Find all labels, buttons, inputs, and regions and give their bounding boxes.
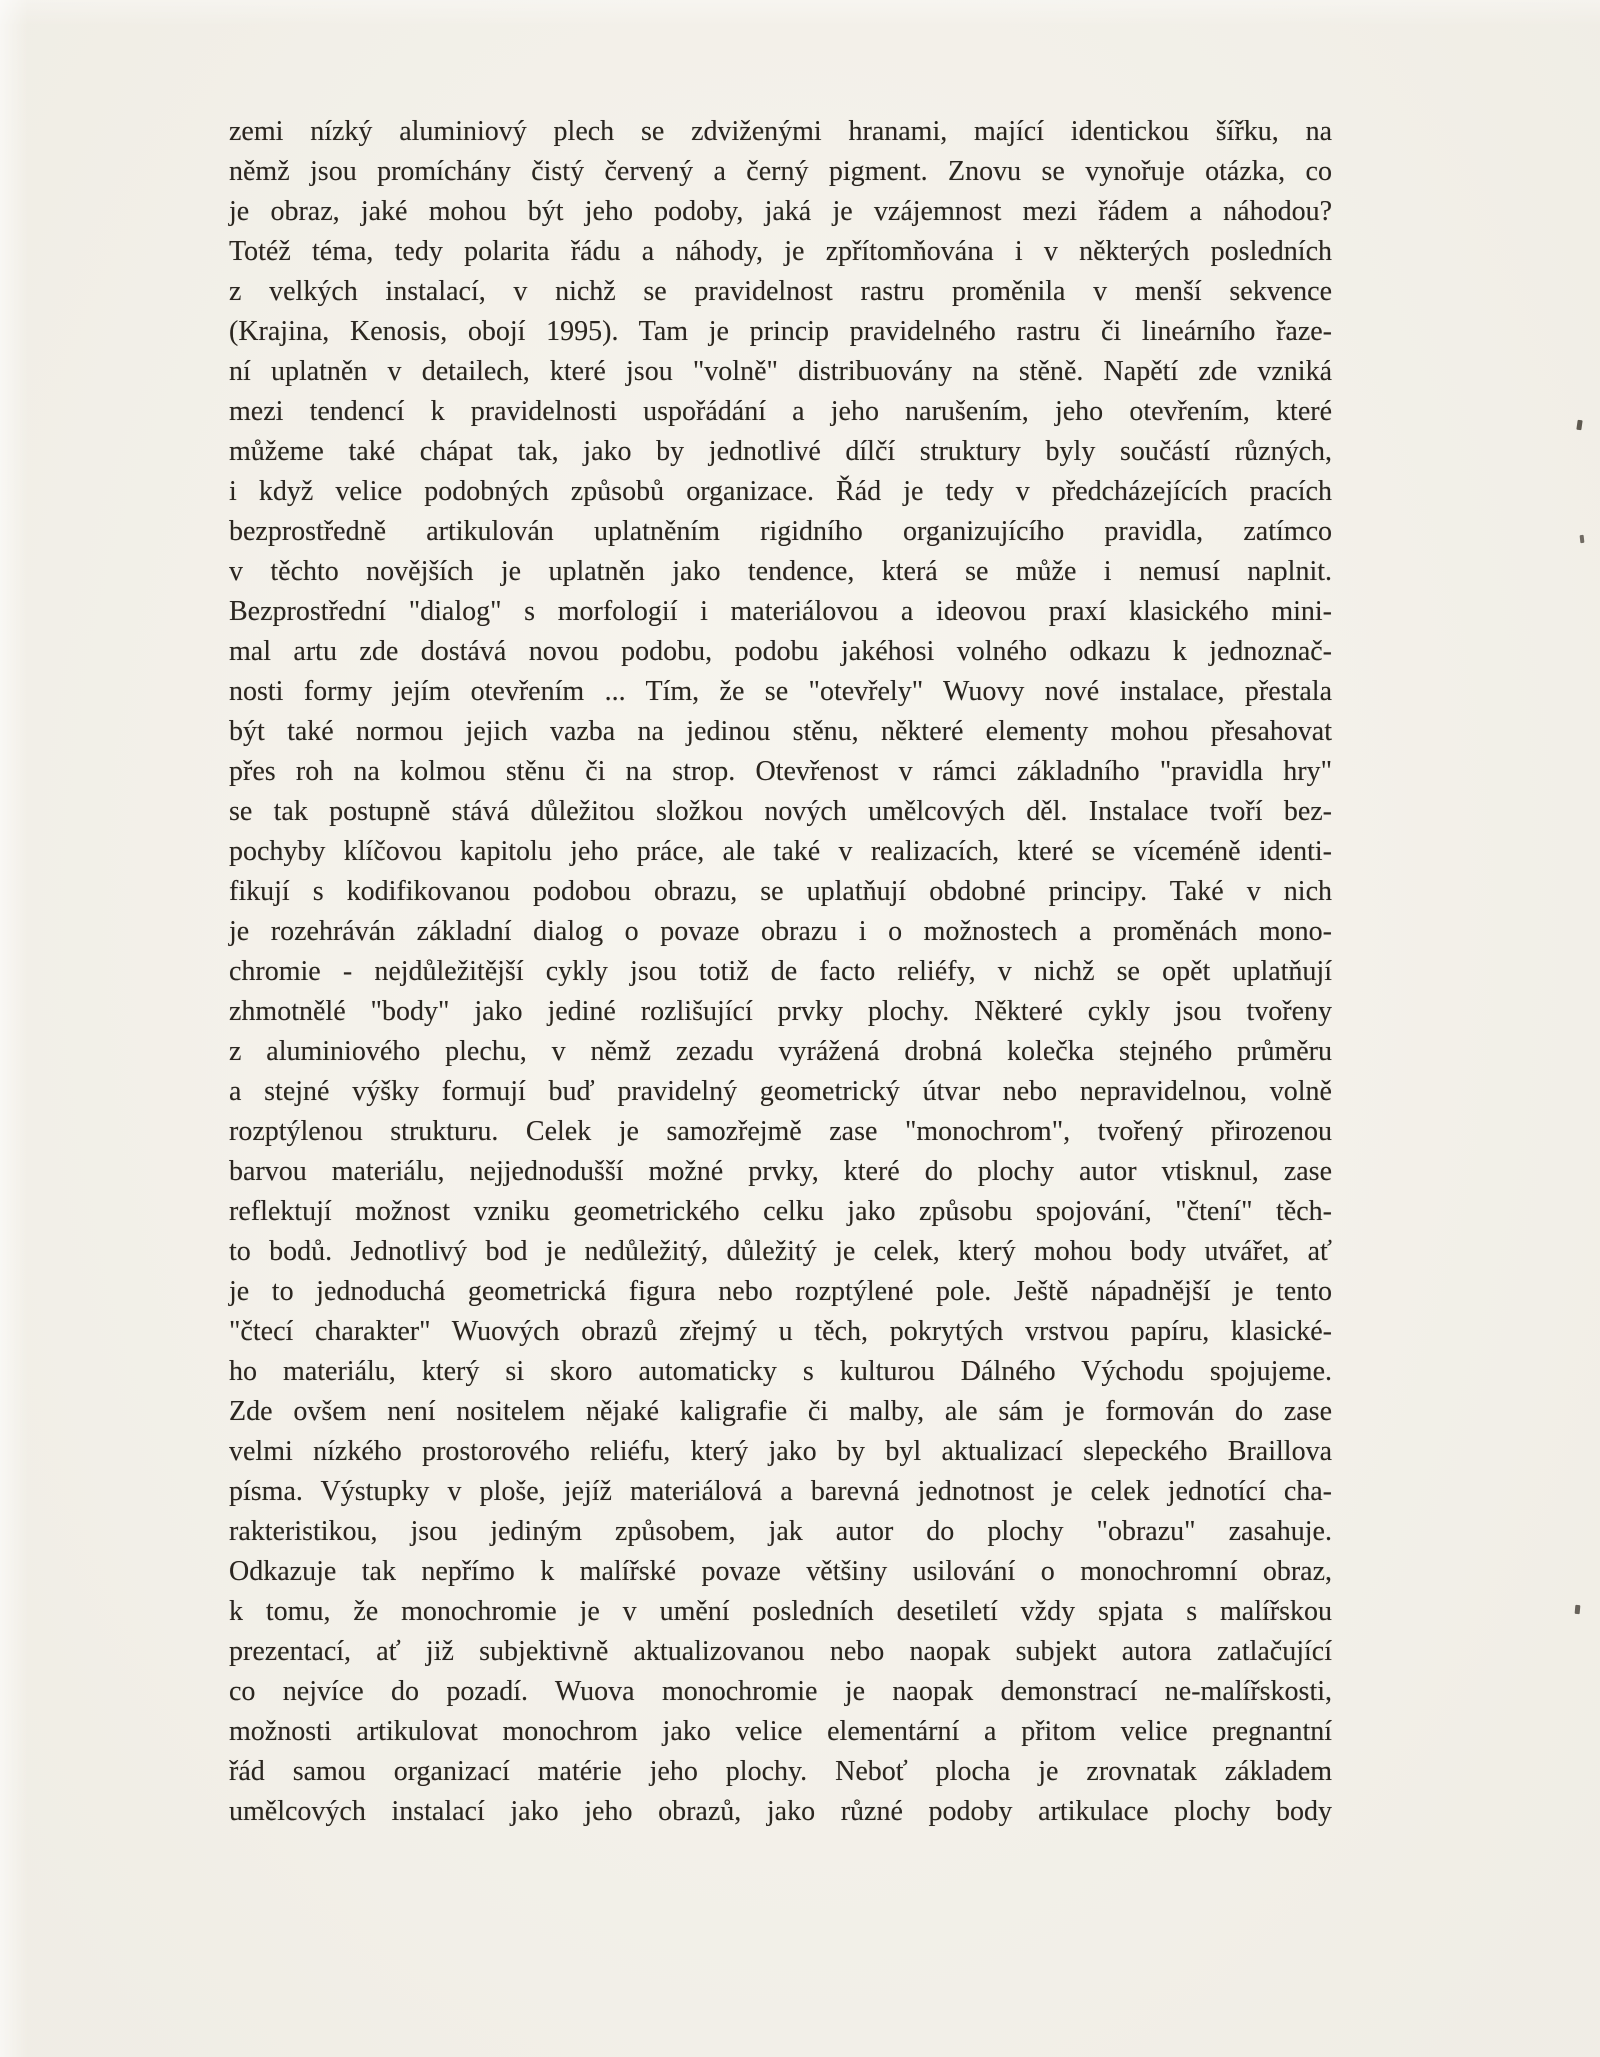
text-line: přes roh na kolmou stěnu či na strop. Otevřenost v rámci základního "pravidla hry" [229,756,1332,787]
text-line: je obraz, jaké mohou být jeho podoby, jaká je vzájemnost mezi řádem a náhodou? [229,196,1332,227]
text-line: pochyby klíčovou kapitolu jeho práce, ale také v realizacích, které se víceméně identi- [229,836,1332,867]
text-line: "čtecí charakter" Wuových obrazů zřejmý u těch, pokrytých vrstvou papíru, klasické- [229,1316,1332,1347]
text-line: zemi nízký aluminiový plech se zdviženými hranami, mající identickou šířku, na [229,116,1332,147]
text-line: možnosti artikulovat monochrom jako velice elementární a přitom velice pregnantní [229,1716,1332,1747]
text-line: písma. Výstupky v ploše, jejíž materiálová a barevná jednotnost je celek jednotící cha- [229,1476,1332,1507]
text-line: je to jednoduchá geometrická figura nebo rozptýlené pole. Ještě nápadnější je tento [229,1276,1332,1307]
text-line: (Krajina, Kenosis, obojí 1995). Tam je princip pravidelného rastru či lineárního řaze- [229,316,1332,347]
text-line: se tak postupně stává důležitou složkou nových umělcových děl. Instalace tvoří bez- [229,796,1332,827]
text-line: a stejné výšky formují buď pravidelný geometrický útvar nebo nepravidelnou, volně [229,1076,1332,1107]
text-line: barvou materiálu, nejjednodušší možné prvky, které do plochy autor vtisknul, zase [229,1156,1332,1187]
text-line: prezentací, ať již subjektivně aktualizovanou nebo naopak subjekt autora zatlačující [229,1636,1332,1667]
scan-speck [1580,535,1585,543]
text-line: bezprostředně artikulován uplatněním rigidního organizujícího pravidla, zatímco [229,516,1332,547]
text-line: Odkazuje tak nepřímo k malířské povaze většiny usilování o monochromní obraz, [229,1556,1332,1587]
text-line: velmi nízkého prostorového reliéfu, který jako by byl aktualizací slepeckého Braillova [229,1436,1332,1467]
text-line: řád samou organizací matérie jeho plochy. Neboť plocha je zrovnatak základem [229,1756,1332,1787]
text-line: Totéž téma, tedy polarita řádu a náhody, je zpřítomňována i v některých posledních [229,236,1332,267]
text-line: umělcových instalací jako jeho obrazů, jako různé podoby artikulace plochy body [229,1796,1332,1827]
text-line: mal artu zde dostává novou podobu, podobu jakéhosi volného odkazu k jednoznač- [229,636,1332,667]
text-line: chromie - nejdůležitější cykly jsou totiž de facto reliéfy, v nichž se opět uplatňují [229,956,1332,987]
text-line: ho materiálu, který si skoro automaticky s kulturou Dálného Východu spojujeme. [229,1356,1332,1387]
text-line: v těchto novějších je uplatněn jako tendence, která se může i nemusí naplnit. [229,556,1332,587]
text-line: Zde ovšem není nositelem nějaké kaligrafie či malby, ale sám je formován do zase [229,1396,1332,1427]
text-line: můžeme také chápat tak, jako by jednotlivé dílčí struktury byly součástí různých, [229,436,1332,467]
text-line: k tomu, že monochromie je v umění posledních desetiletí vždy spjata s malířskou [229,1596,1332,1627]
text-line: rozptýlenou strukturu. Celek je samozřejmě zase "monochrom", tvořený přirozenou [229,1116,1332,1147]
text-line: ní uplatněn v detailech, které jsou "volně" distribuovány na stěně. Napětí zde vzniká [229,356,1332,387]
text-line: mezi tendencí k pravidelnosti uspořádání a jeho narušením, jeho otevřením, které [229,396,1332,427]
text-line: to bodů. Jednotlivý bod je nedůležitý, důležitý je celek, který mohou body utvářet, ať [229,1236,1332,1267]
text-line: němž jsou promíchány čistý červený a černý pigment. Znovu se vynořuje otázka, co [229,156,1332,187]
text-line: zhmotnělé "body" jako jediné rozlišující prvky plochy. Některé cykly jsou tvořeny [229,996,1332,1027]
text-line: z velkých instalací, v nichž se pravidelnost rastru proměnila v menší sekvence [229,276,1332,307]
text-line: fikují s kodifikovanou podobou obrazu, se uplatňují obdobné principy. Také v nich [229,876,1332,907]
text-line: Bezprostřední "dialog" s morfologií i materiálovou a ideovou praxí klasického mini- [229,596,1332,627]
text-line: být také normou jejich vazba na jedinou stěnu, některé elementy mohou přesahovat [229,716,1332,747]
text-line: i když velice podobných způsobů organizace. Řád je tedy v předcházejících pracích [229,476,1332,507]
text-line: nosti formy jejím otevřením ... Tím, že se "otevřely" Wuovy nové instalace, přestala [229,676,1332,707]
text-line: co nejvíce do pozadí. Wuova monochromie je naopak demonstrací ne-malířskosti, [229,1676,1332,1707]
text-line: reflektují možnost vzniku geometrického celku jako způsobu spojování, "čtení" těch- [229,1196,1332,1227]
text-line: rakteristikou, jsou jediným způsobem, jak autor do plochy "obrazu" zasahuje. [229,1516,1332,1547]
scan-speck [1576,420,1582,431]
page-text [229,112,1332,1832]
scan-speck [1575,1605,1581,1614]
text-line: je rozehráván základní dialog o povaze obrazu i o možnostech a proměnách mono- [229,916,1332,947]
text-line: z aluminiového plechu, v němž zezadu vyrážená drobná kolečka stejného průměru [229,1036,1332,1067]
